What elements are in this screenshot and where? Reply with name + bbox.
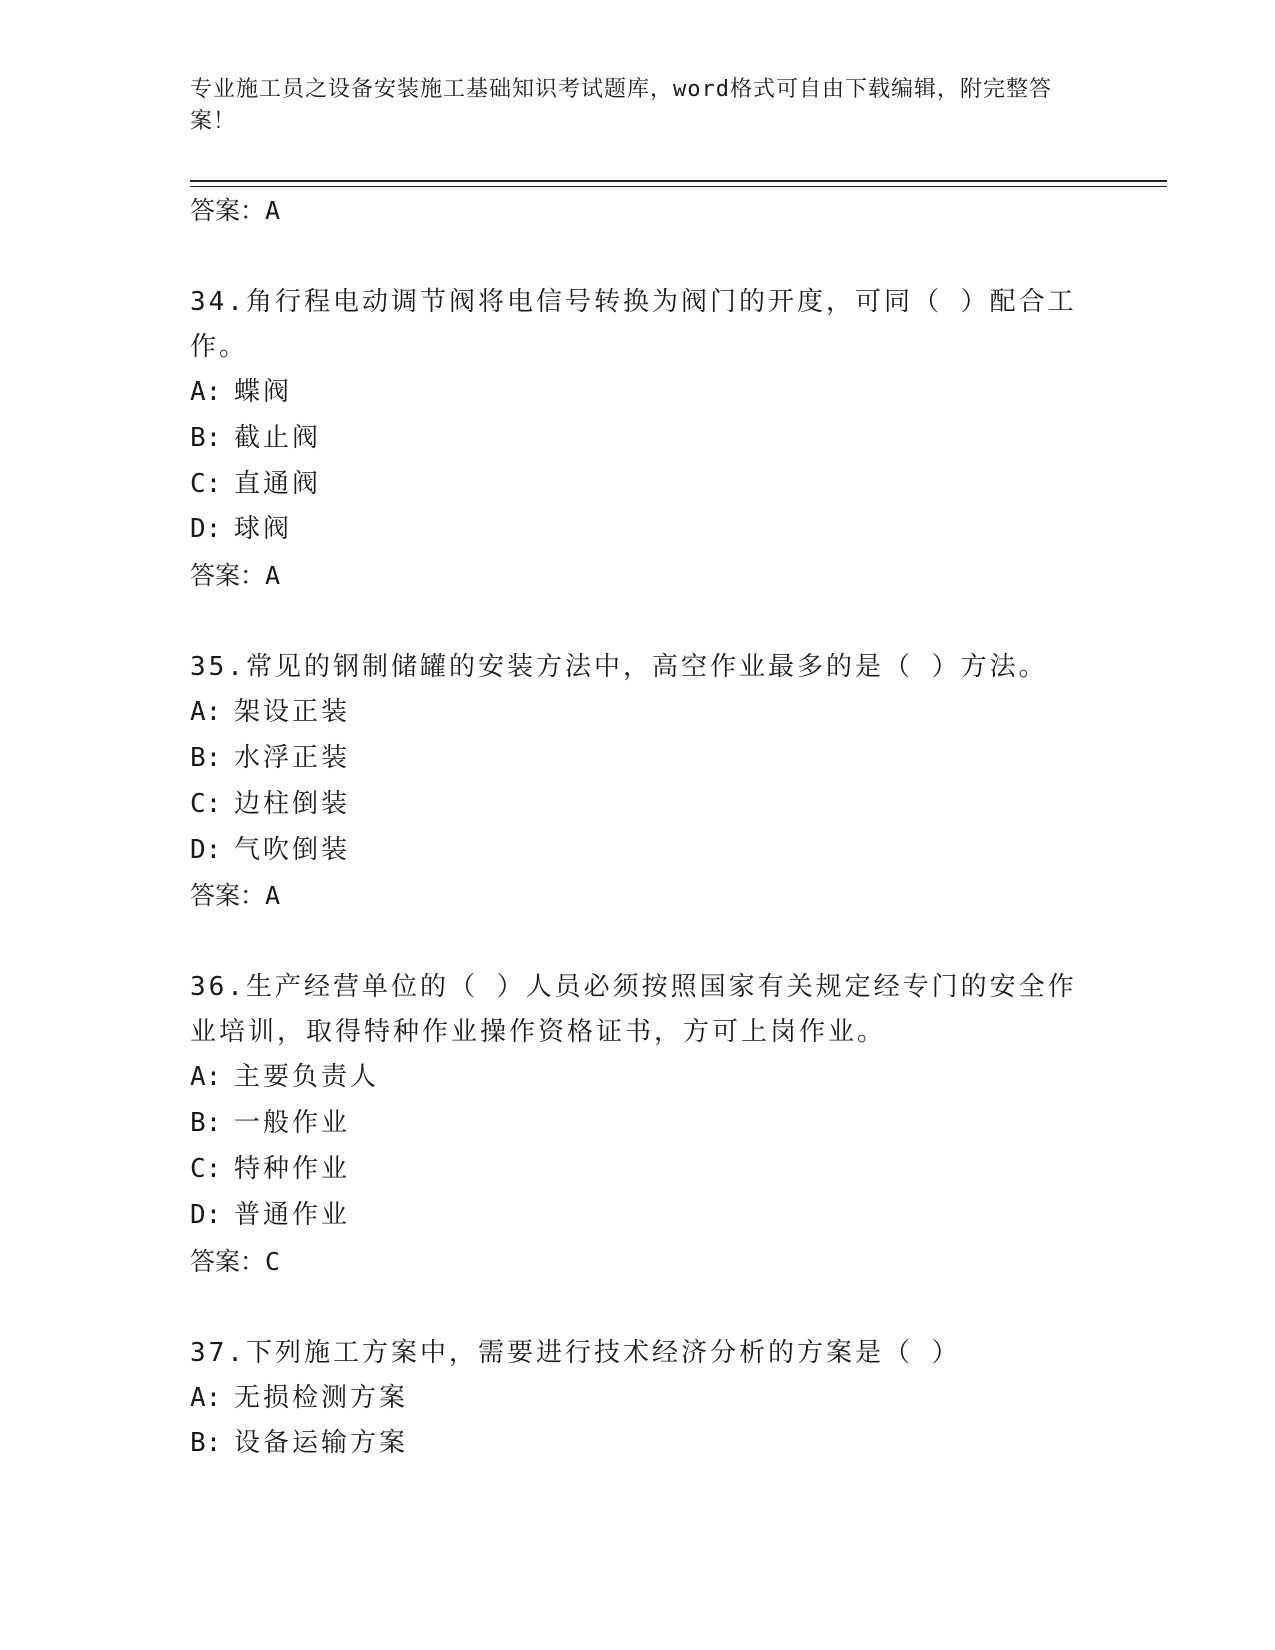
option-letter: C:	[190, 1153, 222, 1184]
option-text: 无损检测方案	[234, 1382, 409, 1413]
option-text: 普通作业	[234, 1199, 351, 1230]
question-37	[190, 1331, 1090, 1468]
option-text: 一般作业	[234, 1108, 351, 1139]
option-letter: A:	[190, 697, 222, 728]
option-text: 气吹倒装	[234, 834, 351, 865]
option-b	[190, 736, 1090, 782]
answer-line	[190, 188, 1090, 234]
option-b	[190, 1101, 1090, 1147]
option-b	[190, 1421, 1090, 1467]
answer-label: 答案：	[190, 196, 266, 225]
answer-line	[190, 1239, 1090, 1285]
option-letter: D:	[190, 1199, 222, 1230]
option-text: 球阀	[234, 514, 293, 545]
option-d	[190, 1193, 1090, 1239]
answer-value: C	[265, 1246, 281, 1276]
answer-line	[190, 553, 1090, 599]
option-text: 水浮正装	[234, 742, 351, 773]
question-34	[190, 280, 1090, 599]
option-a	[190, 690, 1090, 736]
answer-value: A	[265, 561, 281, 591]
option-a	[190, 1376, 1090, 1422]
option-letter: D:	[190, 514, 222, 545]
option-text: 边柱倒装	[234, 788, 351, 819]
option-a	[190, 1055, 1090, 1101]
question-36	[190, 965, 1090, 1284]
answer-label: 答案：	[190, 561, 266, 591]
option-letter: B:	[190, 1428, 222, 1459]
option-text: 特种作业	[234, 1153, 351, 1184]
option-text: 设备运输方案	[234, 1428, 409, 1459]
question-list	[190, 188, 1090, 1467]
document-header: 专业施工员之设备安装施工基础知识考试题库，word格式可自由下载编辑，附完整答案！	[190, 77, 1052, 134]
option-letter: B:	[190, 422, 222, 453]
option-text: 直通阀	[234, 468, 322, 499]
option-a	[190, 370, 1090, 416]
option-text: 主要负责人	[234, 1062, 380, 1093]
option-letter: C:	[190, 468, 222, 499]
header-rule-thick	[190, 180, 1167, 182]
option-b	[190, 416, 1090, 462]
option-letter: B:	[190, 742, 222, 773]
question-stem: 34.角行程电动调节阀将电信号转换为阀门的开度，可同（ ）配合工作。	[190, 287, 1077, 362]
answer-line	[190, 873, 1090, 919]
question-stem: 36.生产经营单位的（ ）人员必须按照国家有关规定经专门的安全作业培训，取得特种作业操作资格证书，方可上岗作业。	[190, 972, 1077, 1048]
answer-label: 答案：	[190, 881, 266, 911]
option-text: 架设正装	[234, 697, 351, 728]
option-letter: A:	[190, 377, 222, 407]
option-letter: A:	[190, 1382, 222, 1413]
question-35	[190, 645, 1090, 919]
question-stem: 35.常见的钢制储罐的安装方法中，高空作业最多的是（ ）方法。	[190, 652, 1048, 683]
option-text: 截止阀	[234, 422, 322, 453]
option-c	[190, 1147, 1090, 1193]
header-rule-thin	[190, 186, 1167, 187]
option-letter: D:	[190, 834, 222, 865]
option-d	[190, 828, 1090, 874]
answer-value: A	[265, 196, 281, 225]
option-c	[190, 782, 1090, 828]
answer-value: A	[265, 881, 281, 911]
option-letter: C:	[190, 788, 222, 819]
option-letter: A:	[190, 1062, 222, 1093]
question-stem: 37.下列施工方案中，需要进行技术经济分析的方案是（ ）	[190, 1337, 961, 1368]
option-c	[190, 462, 1090, 508]
option-text: 蝶阀	[234, 377, 293, 407]
option-d	[190, 507, 1090, 553]
answer-label: 答案：	[190, 1246, 266, 1276]
option-letter: B:	[190, 1108, 222, 1139]
